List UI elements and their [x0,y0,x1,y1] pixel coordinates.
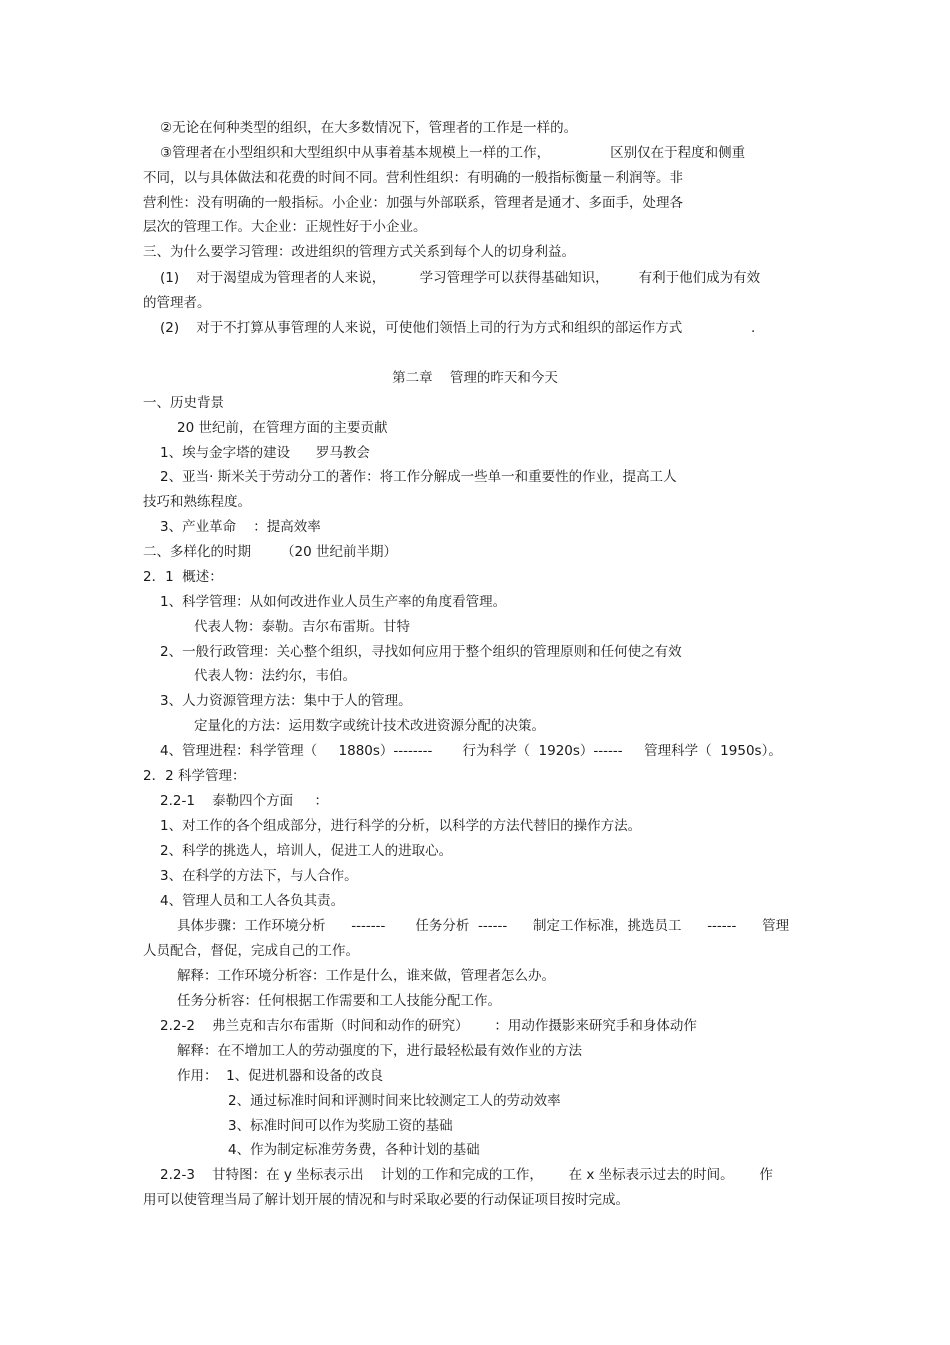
text-line: ②无论在何种类型的组织，在大多数情况下，管理者的工作是一样的。 [160,120,578,136]
text-line: ③管理者在小型组织和大型组织中从事着基本规模上一样的工作， 区别仅在于程度和侧重 [160,145,746,161]
text-line: 3、人力资源管理方法：集中于人的管理。 [160,693,412,709]
text-line: 2、科学的挑选人，培训人，促进工人的进取心。 [160,843,453,859]
section-heading: 三、为什么要学习管理：改进组织的管理方式关系到每个人的切身利益。 [143,244,575,260]
text-line: (2) 对于不打算从事管理的人来说，可使他们领悟上司的行为方式和组织的部运作方式 . [160,320,756,336]
text-line: (1) 对于渴望成为管理者的人来说， 学习管理学可以获得基础知识， 有利于他们成为有效 [160,270,761,286]
text-line: 解释：在不增加工人的劳动强度的下，进行最轻松最有效作业的方法 [177,1043,582,1059]
subsection-heading: 2．1 概述： [143,569,223,585]
text-line: 3、在科学的方法下，与人合作。 [160,868,358,884]
section-heading: 二、多样化的时期 （20 世纪前半期） [143,544,398,560]
text-line: 20 世纪前，在管理方面的主要贡献 [177,420,388,436]
text-line: 营利性：没有明确的一般指标。小企业：加强与外部联系，管理者是通才、多面手，处理各 [143,195,683,211]
text-line: 用可以使管理当局了解计划开展的情况和与时采取必要的行动保证项目按时完成。 [143,1192,629,1208]
chapter-title: 第二章 管理的昨天和今天 [392,370,558,386]
text-line: 定量化的方法：运用数字或统计技术改进资源分配的决策。 [194,718,545,734]
text-line: 1、科学管理：从如何改进作业人员生产率的角度看管理。 [160,594,507,610]
text-line: 4、作为制定标准劳务费，各种计划的基础 [228,1142,480,1158]
text-line: 的管理者。 [143,295,211,311]
text-line: 3、标准时间可以作为奖励工资的基础 [228,1118,453,1134]
text-line: 代表人物：泰勒。吉尔布雷斯。甘特 [194,619,410,635]
text-line: 2、亚当· 斯米关于劳动分工的著作：将工作分解成一些单一和重要性的作业，提高工人 [160,469,677,485]
text-line: 2、一般行政管理：关心整个组织，寻找如何应用于整个组织的管理原则和任何使之有效 [160,644,682,660]
text-line: 1、埃与金字塔的建设 罗马教会 [160,445,370,461]
text-line: 具体步骤：工作环境分析 ------- 任务分析 ------ 制定工作标准，挑选员工 ------ 管理 [177,918,790,934]
text-line: 层次的管理工作。大企业：正规性好于小企业。 [143,219,427,235]
text-line: 不同，以与具体做法和花费的时间不同。营利性组织：有明确的一般指标衡量－利润等。非 [143,170,683,186]
text-line: 2.2-1 泰勒四个方面 ： [160,793,329,809]
text-line: 2.2-2 弗兰克和吉尔布雷斯（时间和动作的研究） ：用动作摄影来研究手和身体动作 [160,1018,697,1034]
text-line: 3、产业革命 ：提高效率 [160,519,321,535]
text-line: 2.2-3 甘特图：在 y 坐标表示出 计划的工作和完成的工作， 在 x 坐标表示过去的时间。 作 [160,1167,773,1183]
text-line: 代表人物：法约尔，韦伯。 [194,668,356,684]
text-line: 2、通过标准时间和评测时间来比较测定工人的劳动效率 [228,1093,561,1109]
text-line: 人员配合，督促，完成自己的工作。 [143,943,359,959]
text-line: 4、管理人员和工人各负其责。 [160,893,345,909]
text-line: 解释：工作环境分析容：工作是什么，谁来做，管理者怎么办。 [177,968,555,984]
text-line: 1、对工作的各个组成部分，进行科学的分析，以科学的方法代替旧的操作方法。 [160,818,642,834]
section-heading: 一、历史背景 [143,395,224,411]
text-line: 任务分析容：任何根据工作需要和工人技能分配工作。 [177,993,501,1009]
subsection-heading: 2．2 科学管理： [143,768,246,784]
text-line: 4、管理进程：科学管理（ 1880s）-------- 行为科学（ 1920s）------ 管理科学（ 1950s）。 [160,743,782,759]
text-line: 技巧和熟练程度。 [143,494,251,510]
text-line: 作用： 1、促进机器和设备的改良 [177,1068,384,1084]
